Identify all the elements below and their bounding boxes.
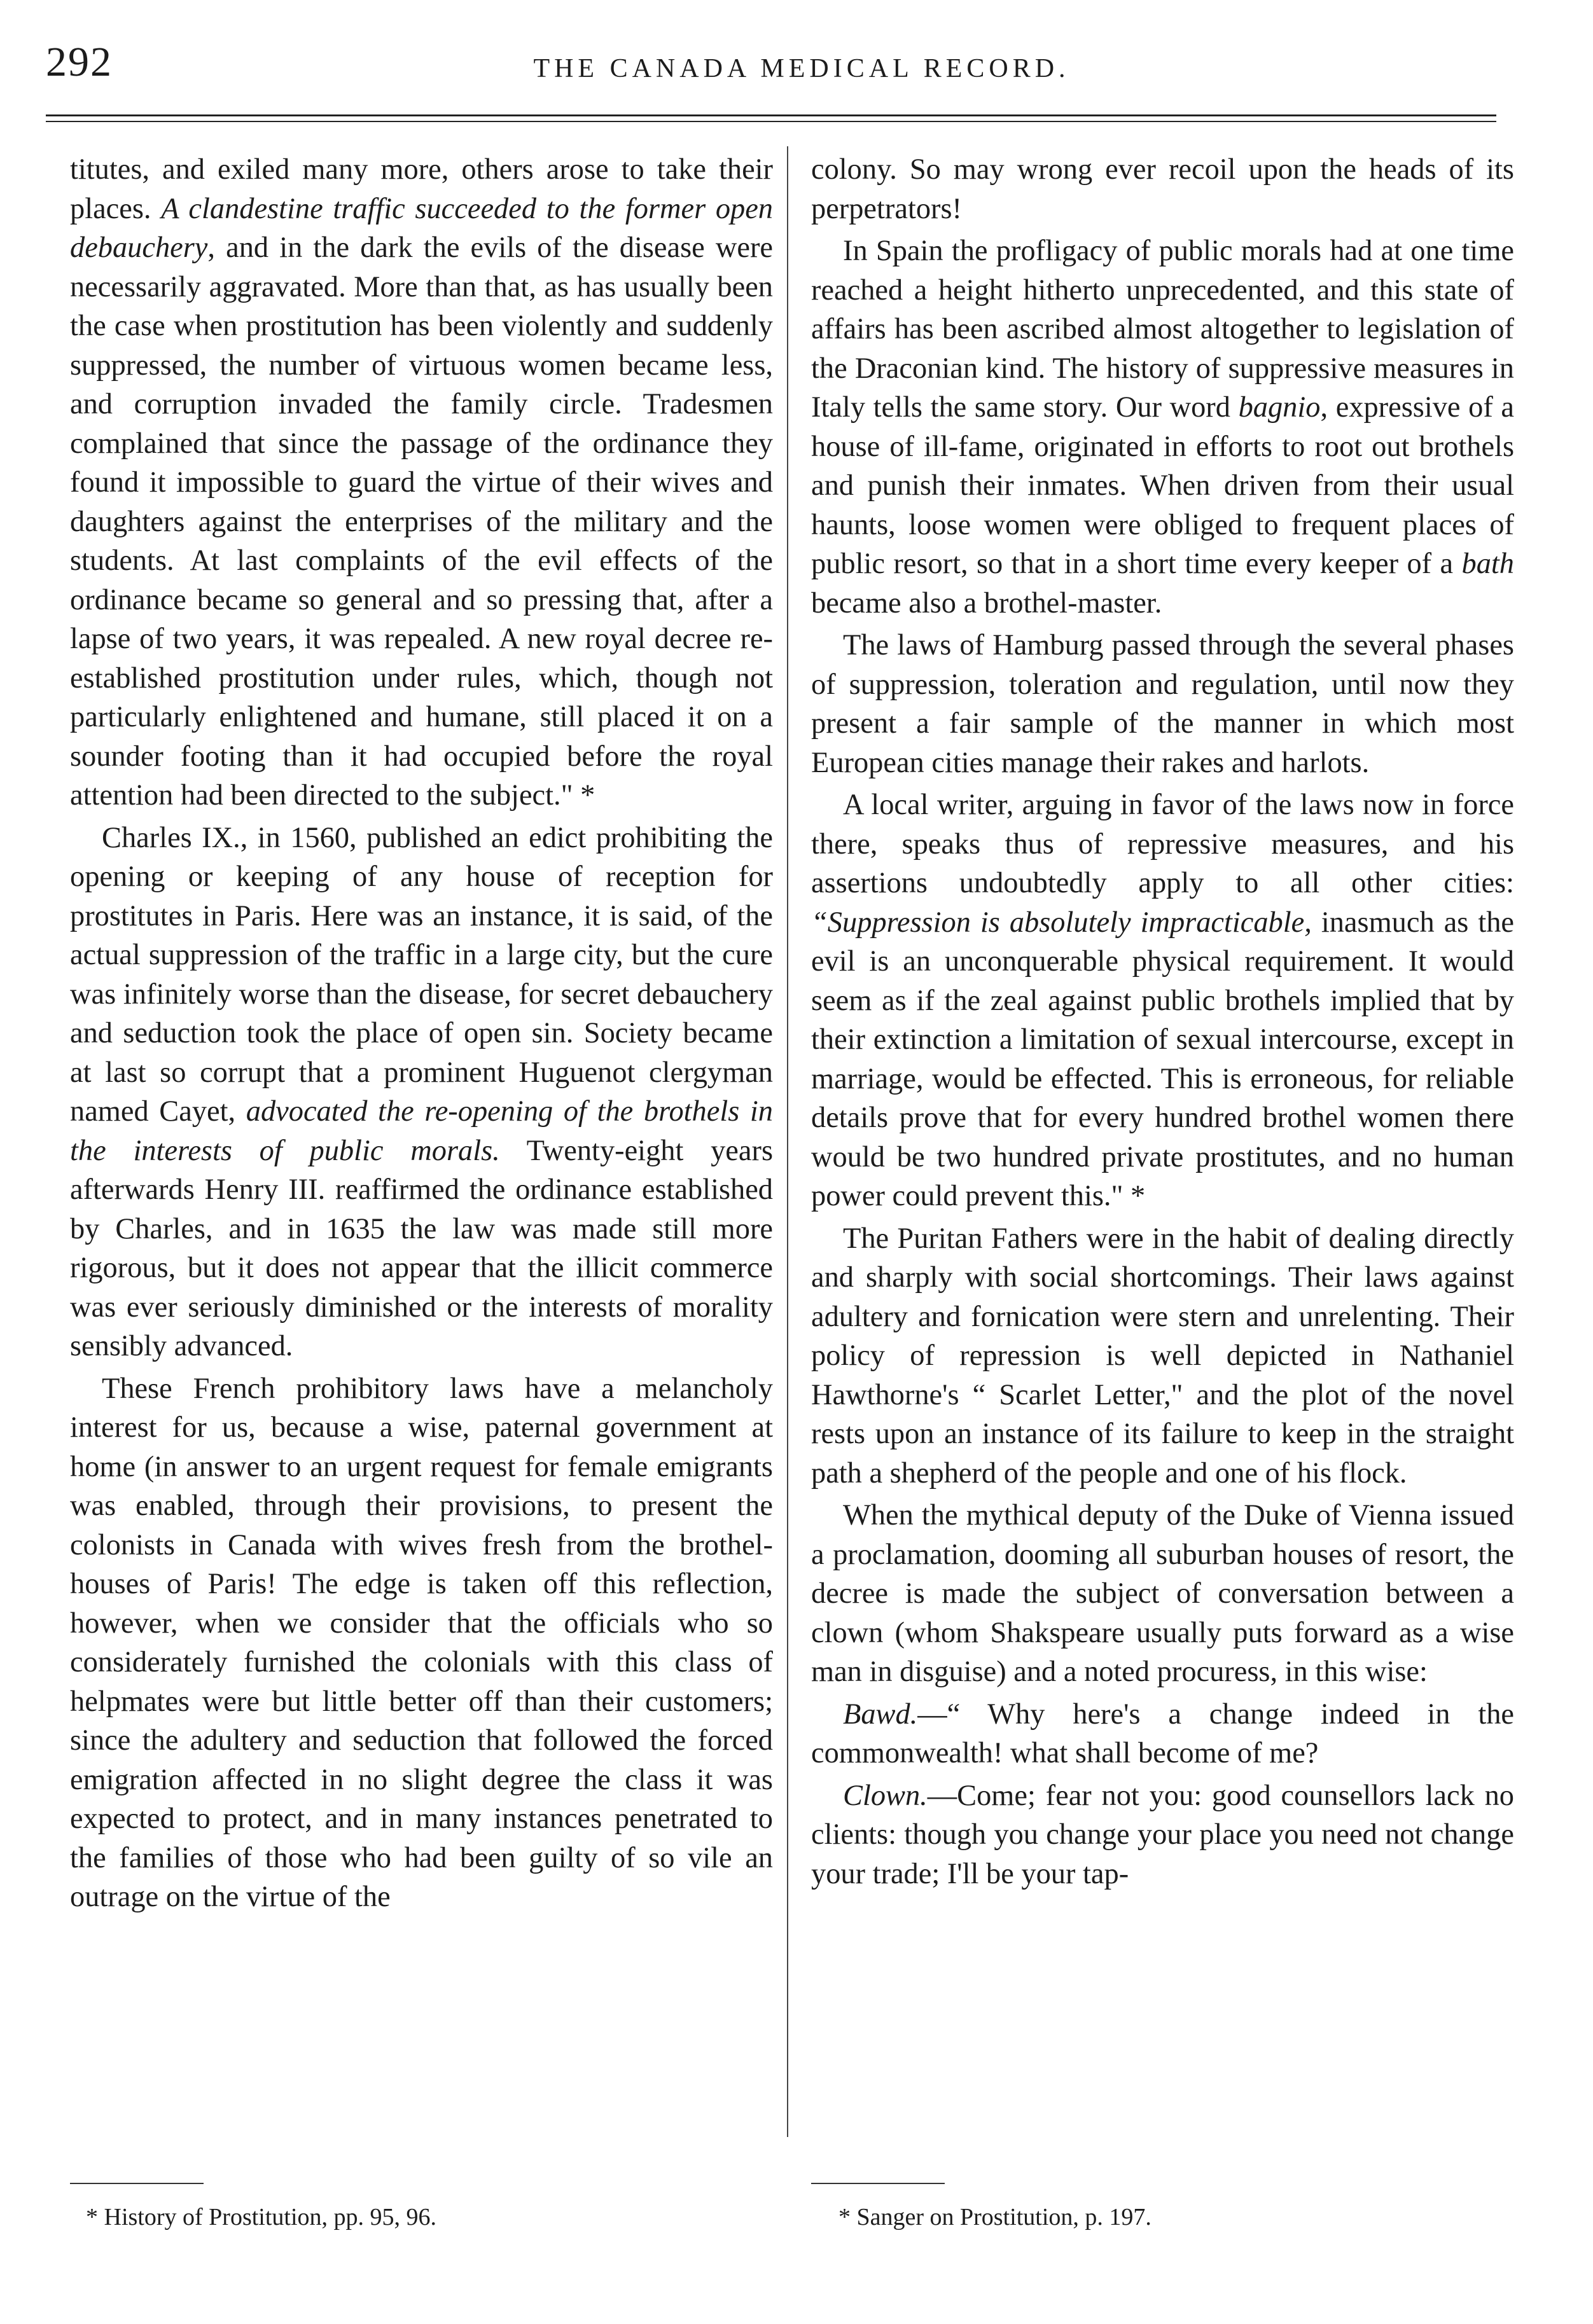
paragraph: colony. So may wrong ever recoil upon the heads of its perpetrators! (811, 153, 1514, 225)
footnote-rule (70, 2183, 204, 2184)
right-column (811, 150, 1514, 1897)
running-title: THE CANADA MEDICAL RECORD. (533, 54, 1070, 83)
paragraph: A local writer, arguing in favor of the laws now in force there, speaks thus of repressive measures, and his assertions undoubtedly apply to all other cities: “Suppression is absolutely impracticable, inasmuch as the evil is an unconquerable physical requirement. It would seem as if the zeal against public brothels implied that by their extinction a limitation of sexual intercourse, except in marriage, would be effected. This is erroneous, for reliable details prove that for every hundred brothel women there would be two hundred private prostitutes, and no human power could prevent this." * (811, 789, 1514, 1212)
dialogue-line: Bawd.—“ Why here's a change indeed in the commonwealth! what shall become of me? (811, 1698, 1514, 1769)
paragraph: When the mythical deputy of the Duke of Vienna issued a proclamation, dooming all suburban houses of resort, the decree is made the subject of conversation between a clown (whom Shakspeare usually puts forward as a wise man in disguise) and a noted procuress, in this wise: (811, 1499, 1514, 1688)
header-rule (46, 114, 1496, 122)
paragraph: Charles IX., in 1560, published an edict prohibiting the opening or keeping of any house of reception for prostitutes in Paris. Here was an instance, it is said, of the actual suppression of the traffic in a large city, but the cure was infinitely worse than the disease, for secret debauchery and seduction took the place of open sin. Society became at last so corrupt that a prominent Huguenot clergyman named Cayet, advocated the re-opening of the brothels in the interests of public morals. Twenty-eight years afterwards Henry III. reaffirmed the ordinance established by Charles, and in 1635 the law was made still more rigorous, but it does not appear that the illicit commerce was ever seriously diminished or the interests of morality sensibly advanced. (70, 821, 773, 1362)
column-divider (787, 146, 788, 2137)
footnote: * History of Prostitution, pp. 95, 96. (86, 2204, 437, 2231)
left-column (70, 150, 773, 1920)
footnote-rule (811, 2183, 945, 2184)
paragraph: titutes, and exiled many more, others arose to take their places. A clandestine traffic succeeded to the former open debauchery, and in the dark the evils of the disease were necessarily aggravated. More than that, as has usually been the case when prostitution has been violently and suddenly suppressed, the number of virtuous women became less, and corruption invaded the family circle. Tradesmen complained that since the passage of the ordinance they found it impossible to guard the virtue of their wives and daughters against the enterprises of the military and the students. At last complaints of the evil effects of the ordinance became so general and so pressing that, after a lapse of two years, it was repealed. A new royal decree re-established prostitution under rules, which, though not particularly enlightened and humane, still placed it on a sounder footing than it had occupied before the royal attention had been directed to the subject." * (70, 153, 773, 812)
paragraph: The Puritan Fathers were in the habit of dealing directly and sharply with social shortcomings. Their laws against adultery and fornication were stern and unrelenting. Their policy of repression is well depicted in Nathaniel Hawthorne's “ Scarlet Letter," and the plot of the novel rests upon an instance of its failure to keep in the straight path a shepherd of the people and one of his flock. (811, 1222, 1514, 1490)
paragraph: The laws of Hamburg passed through the several phases of suppression, toleration and regulation, until now they present a fair sample of the manner in which most European cities manage their rakes and harlots. (811, 629, 1514, 779)
paragraph: In Spain the profligacy of public morals had at one time reached a height hitherto unprecedented, and this state of affairs has been ascribed almost altogether to legislation of the Draconian kind. The history of suppressive measures in Italy tells the same story. Our word bagnio, expressive of a house of ill-fame, originated in efforts to root out brothels and punish their inmates. When driven from their usual haunts, loose women were obliged to frequent places of public resort, so that in a short time every keeper of a bath became also a brothel-master. (811, 235, 1514, 619)
dialogue-line: Clown.—Come; fear not you: good counsellors lack no clients: though you change your place you need not change your trade; I'll be your tap- (811, 1779, 1514, 1890)
footnote: * Sanger on Prostitution, p. 197. (838, 2204, 1151, 2231)
paragraph: These French prohibitory laws have a melancholy interest for us, because a wise, paternal government at home (in answer to an urgent request for female emigrants was enabled, through their provisions, to present the colonists in Canada with wives fresh from the brothel-houses of Paris! The edge is taken off this reflection, however, when we consider that the officials who so considerately furnished the colonials with this class of helpmates were but little better off than their customers; since the adultery and seduction that followed the forced emigration affected in no slight degree the class it was expected to protect, and in many instances penetrated to the families of those who had been guilty of so vile an outrage on the virtue of the (70, 1372, 773, 1913)
page-number: 292 (46, 39, 113, 85)
